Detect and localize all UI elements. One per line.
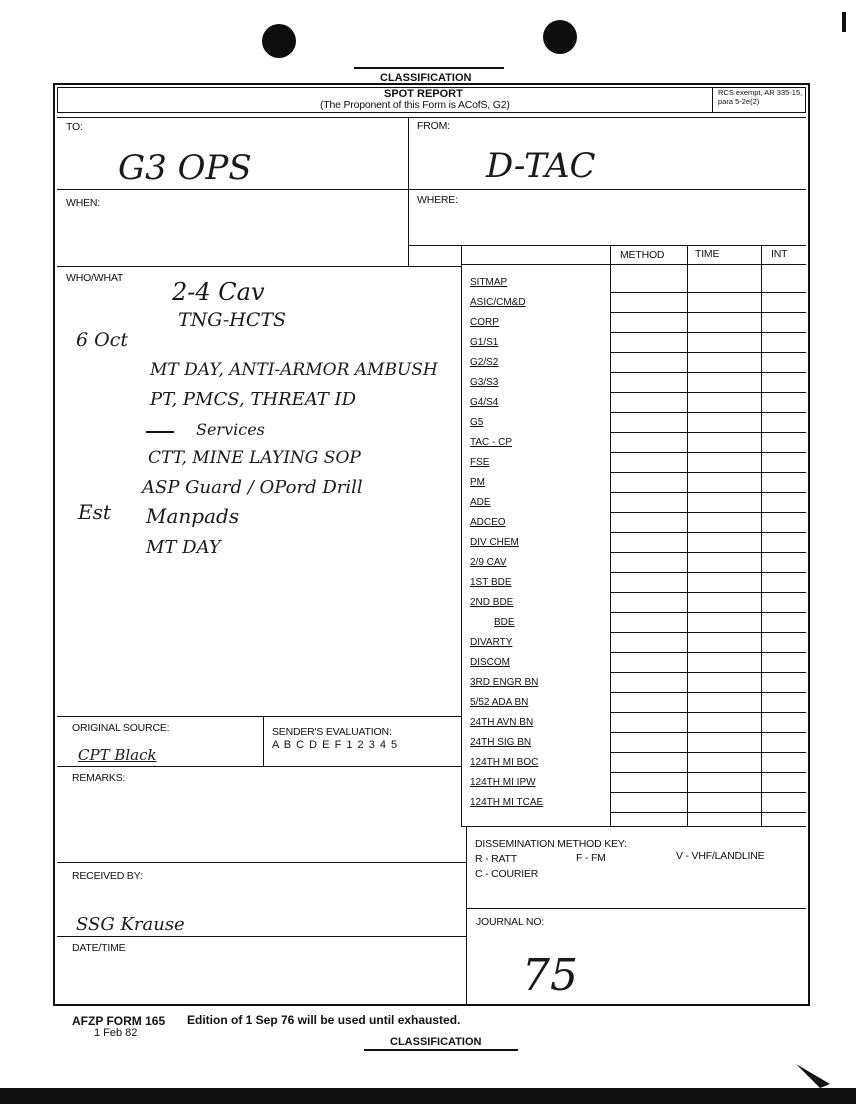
dist-row-label: ASIC/CM&D bbox=[470, 297, 526, 308]
from-value: D-TAC bbox=[486, 146, 596, 186]
dist-row-rule bbox=[610, 772, 806, 773]
remarks-label: REMARKS: bbox=[72, 772, 126, 784]
dist-row-label: G5 bbox=[470, 417, 484, 428]
dist-row-rule bbox=[610, 332, 806, 333]
date-time-label: DATE/TIME bbox=[72, 942, 126, 954]
dist-row-rule bbox=[610, 652, 806, 653]
dist-row-rule bbox=[610, 792, 806, 793]
journal-no-label: JOURNAL NO: bbox=[476, 916, 545, 928]
dist-row-rule bbox=[610, 492, 806, 493]
rule-journal-top bbox=[466, 908, 806, 909]
rule-received-top bbox=[57, 862, 466, 863]
dist-row-label: 24TH AVN BN bbox=[470, 717, 534, 728]
dist-row-label: ADE bbox=[470, 497, 491, 508]
dist-row-rule bbox=[610, 532, 806, 533]
dist-row-label: CORP bbox=[470, 317, 499, 328]
senders-eval-label: SENDER'S EVALUATION: bbox=[272, 726, 392, 738]
dist-row-label: DIV CHEM bbox=[470, 537, 519, 548]
note-date: 6 Oct bbox=[76, 329, 128, 351]
dist-row-rule bbox=[610, 472, 806, 473]
form-subtitle: (The Proponent of this Form is ACofS, G2) bbox=[320, 99, 510, 111]
dissemination-r: R - RATT bbox=[475, 853, 517, 865]
dist-col-time: TIME bbox=[695, 248, 720, 260]
punch-hole-right bbox=[543, 20, 577, 54]
dist-col-int: INT bbox=[771, 248, 788, 260]
dist-row-label: G2/S2 bbox=[470, 357, 499, 368]
form-id: AFZP FORM 165 bbox=[72, 1014, 166, 1028]
dist-row-label: G3/S3 bbox=[470, 377, 499, 388]
dissemination-title: DISSEMINATION METHOD KEY: bbox=[475, 838, 627, 850]
dist-row-rule bbox=[610, 352, 806, 353]
dist-row-label: 124TH MI IPW bbox=[470, 777, 536, 788]
rule-when-top bbox=[57, 189, 806, 190]
who-what-label: WHO/WHAT bbox=[66, 272, 124, 284]
rule-datetime-top bbox=[57, 936, 466, 937]
dist-row-rule bbox=[610, 632, 806, 633]
note-line-3: Services bbox=[196, 420, 265, 439]
dist-row-rule bbox=[610, 392, 806, 393]
received-by-value: SSG Krause bbox=[76, 914, 185, 935]
original-source-label: ORIGINAL SOURCE: bbox=[72, 722, 170, 734]
dist-row-rule bbox=[610, 672, 806, 673]
classification-top: CLASSIFICATION bbox=[380, 72, 472, 84]
note-unit: 2-4 Cav bbox=[172, 278, 265, 306]
note-line-2: PT, PMCS, THREAT ID bbox=[150, 389, 357, 410]
dist-row-label: 124TH MI TCAE bbox=[470, 797, 544, 808]
dissemination-c: C - COURIER bbox=[475, 868, 539, 880]
dist-col-method: METHOD bbox=[620, 249, 665, 261]
journal-no-value: 75 bbox=[522, 950, 578, 1001]
scan-dark-edge-bottom bbox=[0, 1088, 856, 1104]
note-line-5: ASP Guard / OPord Drill bbox=[142, 477, 363, 498]
form-edition: Edition of 1 Sep 76 will be used until exhausted. bbox=[187, 1013, 461, 1027]
dist-row-label: FSE bbox=[470, 457, 490, 468]
rcs-divider bbox=[712, 87, 713, 113]
dist-row-label: SITMAP bbox=[470, 277, 508, 288]
rule-when-bottom bbox=[57, 266, 461, 267]
punch-hole-left bbox=[262, 24, 296, 58]
dist-row-label: 1ST BDE bbox=[470, 577, 512, 588]
rule-dist-bottom bbox=[461, 826, 806, 827]
classification-top-rule bbox=[354, 67, 504, 69]
note-line-7: MT DAY bbox=[146, 537, 221, 558]
dist-row-rule bbox=[610, 812, 806, 813]
dissemination-v: V - VHF/LANDLINE bbox=[676, 850, 765, 862]
dist-row-label: TAC - CP bbox=[470, 437, 513, 448]
dist-row-label: 2ND BDE bbox=[470, 597, 514, 608]
note-training: TNG-HCTS bbox=[178, 309, 287, 331]
dist-row-rule bbox=[610, 312, 806, 313]
to-label: TO: bbox=[66, 121, 83, 133]
dist-row-rule bbox=[610, 592, 806, 593]
dist-row-label: DISCOM bbox=[470, 657, 510, 668]
dist-row-label: 24TH SIG BN bbox=[470, 737, 532, 748]
classification-bottom: CLASSIFICATION bbox=[390, 1036, 482, 1048]
senders-eval-scale: A B C D E F 1 2 3 4 5 bbox=[272, 739, 399, 751]
received-by-label: RECEIVED BY: bbox=[72, 870, 143, 882]
dist-row-rule bbox=[610, 712, 806, 713]
note-line-6: Manpads bbox=[146, 504, 240, 528]
original-source-value: CPT Black bbox=[78, 746, 157, 764]
note-line-4: CTT, MINE LAYING SOP bbox=[148, 448, 361, 468]
where-label: WHERE: bbox=[417, 194, 458, 206]
rule-source-top bbox=[57, 716, 461, 717]
dist-row-label: PM bbox=[470, 477, 485, 488]
dist-row-rule bbox=[610, 372, 806, 373]
dist-row-label: 2/9 CAV bbox=[470, 557, 507, 568]
dist-row-rule bbox=[610, 292, 806, 293]
dist-row-label: G4/S4 bbox=[470, 397, 499, 408]
to-value: G3 OPS bbox=[118, 148, 252, 188]
dist-row-label: 3RD ENGR BN bbox=[470, 677, 539, 688]
dist-header-rule bbox=[461, 264, 806, 265]
right-lower-divider bbox=[466, 826, 467, 1006]
dist-row-label: BDE bbox=[494, 617, 515, 628]
form-title: SPOT REPORT bbox=[384, 88, 463, 100]
dist-row-label: 124TH MI BOC bbox=[470, 757, 539, 768]
rule-remarks-top bbox=[57, 766, 461, 767]
dist-row-rule bbox=[610, 452, 806, 453]
from-label: FROM: bbox=[417, 120, 450, 132]
dist-row-label: 5/52 ADA BN bbox=[470, 697, 529, 708]
strikethrough-mark bbox=[146, 431, 174, 433]
dist-row-rule bbox=[610, 732, 806, 733]
classification-bottom-rule bbox=[364, 1049, 518, 1051]
dist-row-rule bbox=[610, 412, 806, 413]
dist-row-rule bbox=[610, 572, 806, 573]
dist-row-label: DIVARTY bbox=[470, 637, 513, 648]
dist-row-rule bbox=[610, 612, 806, 613]
dissemination-f: F - FM bbox=[576, 852, 606, 864]
dist-row-rule bbox=[610, 512, 806, 513]
rule-to-top bbox=[57, 117, 806, 118]
dist-row-rule bbox=[610, 752, 806, 753]
dist-row-label: G1/S1 bbox=[470, 337, 499, 348]
note-est: Est bbox=[78, 500, 111, 524]
scan-edge-right bbox=[842, 12, 846, 32]
rcs-note: RCS exempt, AR 335-15, para 5-2e(2) bbox=[718, 88, 803, 106]
note-line-1: MT DAY, ANTI-ARMOR AMBUSH bbox=[150, 360, 438, 380]
dist-row-rule bbox=[610, 692, 806, 693]
scan-corner-mark bbox=[790, 1058, 856, 1090]
form-date: 1 Feb 82 bbox=[94, 1027, 138, 1039]
dist-row-label: ADCEO bbox=[470, 517, 506, 528]
dist-row-rule bbox=[610, 432, 806, 433]
source-eval-divider bbox=[263, 716, 264, 766]
when-label: WHEN: bbox=[66, 197, 100, 209]
dist-row-rule bbox=[610, 552, 806, 553]
